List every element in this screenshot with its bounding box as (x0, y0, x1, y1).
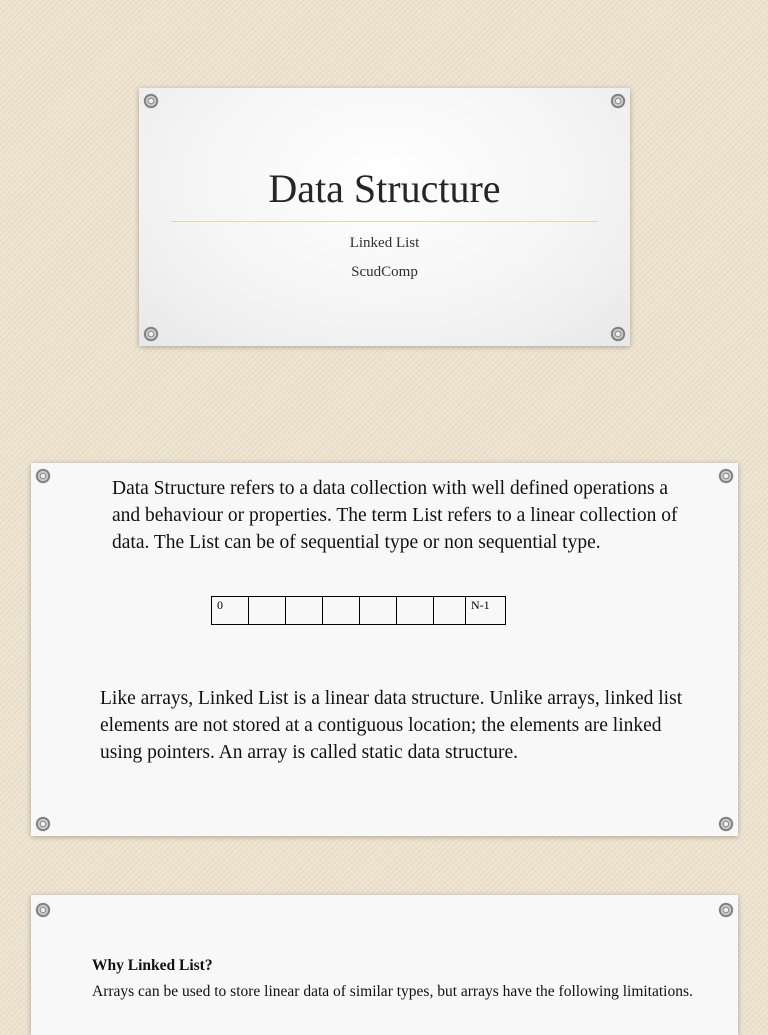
title-divider (171, 221, 598, 222)
grommet-icon (144, 327, 158, 341)
grommet-icon (144, 94, 158, 108)
array-diagram (211, 596, 506, 625)
linked-list-paragraph: Like arrays, Linked List is a linear data structure. Unlike arrays, linked list elements are not stored at a contiguous location; the elements are linked using pointers. An array is called static data structure. (100, 688, 683, 763)
section-heading: Why Linked List? (92, 957, 213, 974)
grommet-icon (611, 327, 625, 341)
array-cell: N-1 (466, 597, 506, 625)
subtitle-author: ScudComp (351, 264, 418, 280)
why-linked-list-slide (31, 895, 738, 1035)
array-cell: 0 (212, 597, 249, 625)
grommet-icon (719, 469, 733, 483)
grommet-icon (611, 94, 625, 108)
array-cell (323, 597, 360, 625)
array-cell (286, 597, 323, 625)
definition-slide (31, 463, 738, 836)
grommet-icon (719, 903, 733, 917)
array-cell (249, 597, 286, 625)
title-slide (139, 88, 630, 346)
array-cell (434, 597, 466, 625)
grommet-icon (36, 817, 50, 831)
slide-title: Data Structure (268, 166, 501, 211)
grommet-icon (36, 903, 50, 917)
subtitle-topic: Linked List (349, 235, 420, 251)
grommet-icon (36, 469, 50, 483)
array-cell (397, 597, 434, 625)
limitations-paragraph: Arrays can be used to store linear data of similar types, but arrays have the following limitations. (92, 983, 693, 1000)
grommet-icon (719, 817, 733, 831)
definition-paragraph: Data Structure refers to a data collection with well defined operations a and behaviour or properties. The term List refers to a linear collection of data. The List can be of sequential type or non sequential type. (112, 478, 678, 553)
array-cell (360, 597, 397, 625)
